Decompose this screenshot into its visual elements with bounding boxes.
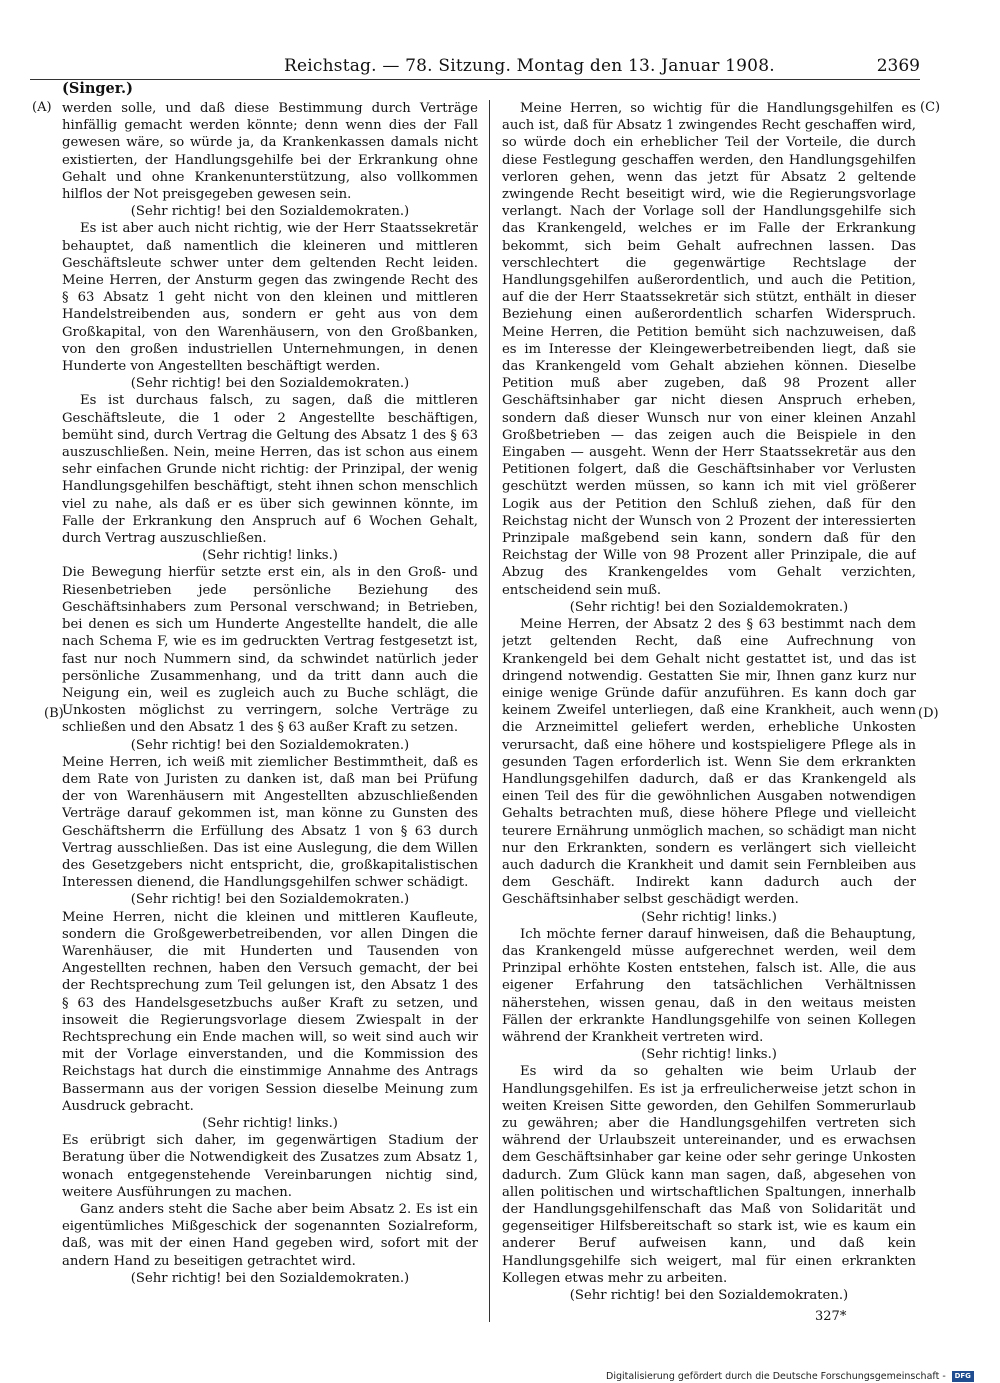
interjection: (Sehr richtig! links.) [202,548,338,564]
speaker-name: (Singer.) [62,80,133,97]
paragraph: Es ist aber auch nicht richtig, wie der Herr Staatssekretär behauptet, daß namentlich die kleineren und mittleren Geschäftsleute schwer unter dem geltenden Recht leiden. Meine Herren, der Ansturm gegen das zwingende Recht des § 63 Absatz 1 geht nicht von den kleinen und mittleren Handelstreibenden aus, sondern er geht aus von dem Großkapital, von den Warenhäusern, von den Großbanken, von den großen industriellen Unternehmungen, in denen Hunderte von Angestellten beschäftigt werden. [62,221,478,375]
interjection: (Sehr richtig! links.) [202,1115,338,1131]
interjection: (Sehr richtig! bei den Sozialdemokraten.) [130,1270,410,1286]
digitization-credit [606,1370,974,1383]
left-column [62,100,478,1318]
signature-mark: 327* [815,1309,847,1324]
paragraph: Es wird da so gehalten wie beim Urlaub der Handlungsgehilfen. Es ist ja erfreulicherweise jetzt schon in weiten Kreisen Sitte geworden, den Gehilfen Sommerurlaub zu gewähren; aber die Handlungsgehilfen vertreten sich während der Urlaubszeit untereinander, und es erwachsen dem Geschäftsinhaber gar keine oder sehr geringe Unkosten dadurch. Zum Glück kann man sagen, daß, abgesehen von allen politischen und wirtschaftlichen Spaltungen, innerhalb der Handlungsgehilfenschaft das Maß von Solidarität und gegenseitiger Hilfsbereitschaft so stark ist, wie es kaum ein anderer Beruf aufweisen kann, und daß kein Handlungsgehilfe sich weigert, mal für einen erkrankten Kollegen etwas mehr zu arbeiten. [502,1064,916,1286]
paragraph: Meine Herren, nicht die kleinen und mittleren Kaufleute, sondern die Großgewerbetreibenden, vor allen Dingen die Warenhäuser, die mit Hunderten und Tausenden von Angestellten rechnen, haben den Versuch gemacht, der bei der Rechtsprechung zum Teil gelungen ist, den Absatz 1 des § 63 des Handelsgesetzbuchs außer Kraft zu setzen, und insoweit die Regierungsvorlage diesem Zwiespalt in der Rechtsprechung ein Ende machen will, so weit sind auch wir mit der Vorlage einverstanden, und die Kommission des Reichstags hat durch die einstimmige Annahme des Antrags Bassermann aus der vorigen Session dieselbe Meinung zum Ausdruck gebracht. [62,909,478,1114]
interjection: (Sehr richtig! bei den Sozialdemokraten.) [569,1288,849,1304]
dfg-logo: DFG [952,1371,974,1382]
paragraph: Es erübrigt sich daher, im gegenwärtigen Stadium der Beratung über die Notwendigkeit des Zusatzes zum Absatz 1, wonach entgegenstehende Vereinbarungen nichtig sind, weitere Ausführungen zu machen. [62,1133,478,1200]
header-rule [30,79,920,80]
page-number: 2369 [876,56,920,76]
digitization-note: Digitalisierung gefördert durch die Deutsche Forschungsgemeinschaft - [606,1371,946,1382]
interjection: (Sehr richtig! links.) [641,909,777,925]
paragraph: Meine Herren, ich weiß mit ziemlicher Bestimmtheit, daß es dem Rate von Juristen zu danken ist, daß man bei Prüfung der von Warenhäusern mit Angestellten abzuschließenden Verträge darauf gekommen ist, man könne zu Gunsten des Geschäftsherrn die Erfüllung des Absatz 1 von § 63 durch Vertrag ausschließen. Das ist eine Auslegung, die dem Willen des Gesetzgebers nicht entspricht, die, großkapitalistischen Interessen dienend, die Handlungsgehilfen schwer schädigt. [62,754,478,891]
paragraph: werden solle, und daß diese Bestimmung durch Verträge hinfällig gemacht werden könnte; denn wenn dies der Fall gewesen wäre, so würde ja, da Krankenkassen damals nicht existierten, der Handlungsgehilfe bei der Erkrankung ohne Gehalt und ohne Krankenunterstützung, also vollkommen hilflos der Not preisgegeben gewesen sein. [62,101,478,203]
interjection: (Sehr richtig! bei den Sozialdemokraten.) [130,376,410,392]
column-rule [489,100,490,1322]
running-title: Reichstag. — 78. Sitzung. Montag den 13. Januar 1908. [284,56,775,76]
interjection: (Sehr richtig! bei den Sozialdemokraten.) [130,204,410,220]
paragraph: Die Bewegung hierfür setzte erst ein, als in den Groß- und Riesenbetrieben jede persönliche Beziehung des Geschäftsinhabers zum Personal verschwand; in Betrieben, bei denen es sich um Hunderte Angestellte handelt, die alle nach Schema F, wie es im gedruckten Vertrag festgesetzt ist, fast nur noch Nummern sind, da schwindet natürlich jeder persönliche Zusammenhang, und da tritt dann auch die Neigung ein, weil es zugleich auch zu Buche schlägt, die Unkosten möglichst zu verringern, solche Verträge zu schließen und den Absatz 1 des § 63 außer Kraft zu setzen. [62,565,478,736]
margin-marker-a: (A) [32,100,52,115]
interjection: (Sehr richtig! bei den Sozialdemokraten.) [130,737,410,753]
interjection: (Sehr richtig! bei den Sozialdemokraten.) [569,599,849,615]
running-header [284,56,920,78]
paragraph: Ich möchte ferner darauf hinweisen, daß die Behauptung, das Krankengeld müsse aufgerechnet werden, weil dem Prinzipal erhöhte Kosten entstehen, falsch ist. Alle, die aus eigener Erfahrung den tatsächlichen Verhältnissen näherstehen, wissen genau, daß in den weitaus meisten Fällen der erkrankte Handlungsgehilfe von seinen Kollegen während der Krankheit vertreten wird. [502,926,916,1045]
paragraph: Es ist durchaus falsch, zu sagen, daß die mittleren Geschäftsleute, die 1 oder 2 Angestellte beschäftigen, bemüht sind, durch Vertrag die Geltung des Absatz 1 des § 63 auszuschließen. Nein, meine Herren, das ist schon aus einem sehr einfachen Grunde nicht richtig: der Prinzipal, der wenig Handlungsgehilfen beschäftigt, steht ihnen schon menschlich viel zu nahe, als daß er es über sich gewinnen könnte, im Falle der Erkrankung den Anspruch auf 6 Wochen Gehalt, durch Vertrag auszuschließen. [62,393,478,547]
margin-marker-b: (B) [44,706,64,721]
paragraph: Meine Herren, der Absatz 2 des § 63 bestimmt nach dem jetzt geltenden Recht, daß eine Aufrechnung von Krankengeld bei dem Gehalt nicht gestattet ist, und das ist dringend notwendig. Gestatten Sie mir, Ihnen ganz kurz nur einige wenige Gründe dafür anzuführen. Es kann doch gar keinem Zweifel unterliegen, daß eine Krankheit, auch wenn die Arzneimittel geliefert werden, erhebliche Unkosten verursacht, daß eine höhere und kostspieligere Pflege als in gesunden Tagen erforderlich ist. Wenn Sie dem erkrankten Handlungsgehilfen dadurch, daß er das Krankengeld als einen Teil des für die gewöhnlichen Ausgaben notwendigen Gehalts betrachten muß, diese höhere Pflege und vielleicht teurere Ernährung unmöglich machen, so schädigt man nicht nur den Erkrankten, sondern es verlängert sich vielleicht auch dadurch die Krankheit und damit sein Fernbleiben aus dem Geschäft. Indirekt kann dadurch auch der Geschäftsinhaber selbst geschädigt werden. [502,617,916,908]
margin-marker-d: (D) [918,706,939,721]
paragraph: Ganz anders steht die Sache aber beim Absatz 2. Es ist ein eigentümliches Mißgeschick der sogenannten Sozialreform, daß, was mit der einen Hand gegeben wird, sofort mit der andern Hand zu beseitigen getrachtet wird. [62,1202,478,1269]
margin-marker-c: (C) [920,100,941,115]
interjection: (Sehr richtig! bei den Sozialdemokraten.) [130,892,410,908]
interjection: (Sehr richtig! links.) [641,1047,777,1063]
paragraph: Meine Herren, so wichtig für die Handlungsgehilfen es auch ist, daß für Absatz 1 zwingendes Recht geschaffen wird, so würde doch ein erheblicher Teil der Vorteile, die durch diese Festlegung geschaffen werden, den Handlungsgehilfen verloren gehen, wenn das jetzt für Absatz 2 geltende zwingende Recht beseitigt wird, wie die Regierungsvorlage verlangt. Nach der Vorlage soll der Handlungsgehilfe sich das Krankengeld, welches er im Falle der Erkrankung bekommt, sich beim Gehalt aufrechnen lassen. Das verschlechtert die gegenwärtige Rechtslage der Handlungsgehilfen außerordentlich, und auch die Petition, auf die der Herr Staatssekretär sich stützt, enthält in dieser Beziehung einen außerordentlich scharfen Widerspruch. Meine Herren, die Petition bemüht sich nachzuweisen, daß es im Interesse der Kleingewerbetreibenden liegt, daß sie das Krankengeld vom Gehalt abziehen können. Dieselbe Petition muß aber zugeben, daß 98 Prozent aller Geschäftsinhaber gar nicht diesen Anspruch erheben, sondern daß dieser Wunsch nur von einer kleinen Anzahl Großbetrieben — das zeigen auch die Beispiele in den Eingaben — ausgeht. Wenn der Herr Staatssekretär aus den Petitionen folgert, daß die Geschäftsinhaber vor Verlusten geschützt werden müssen, so kann ich mit viel größerer Logik aus der Petition den Schluß ziehen, daß für den Reichstag nicht der Wunsch von 2 Prozent der interessierten Prinzipale maßgebend sein kann, sondern daß für den Reichstag der Wille von 98 Prozent aller Prinzipale, die auf Abzug des Krankengeldes vom Gehalt verzichten, entscheidend sein muß. [502,101,916,598]
right-column [502,100,916,1318]
